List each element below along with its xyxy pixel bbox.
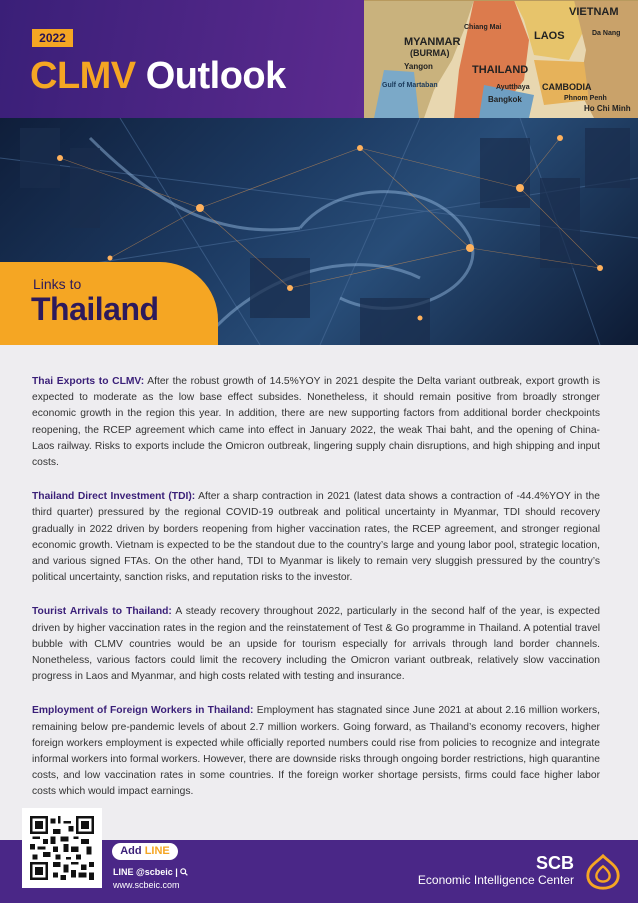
add-line-prefix: Add (120, 845, 142, 857)
map-label-gulf: Gulf of Martaban (382, 82, 438, 89)
section-title: Thailand (31, 291, 159, 327)
map-label-cambodia: CAMBODIA (542, 82, 592, 92)
paragraph-employment (32, 703, 600, 800)
map-label-chiang-mai: Chiang Mai (464, 24, 502, 31)
map-label-laos: LAOS (534, 30, 565, 42)
brand-name: SCB (535, 853, 574, 873)
qr-code-card[interactable] (22, 808, 102, 888)
line-id-text: LINE @scbeic | (113, 867, 178, 877)
brand-subtitle: Economic Intelligence Center (417, 873, 574, 887)
map-label-da-nang: Da Nang (592, 30, 621, 37)
map-label-burma: (BURMA) (410, 48, 450, 58)
title-accent: CLMV (30, 55, 136, 97)
paragraph-text: After a sharp contraction in 2021 (latest data shows a contraction of -44.4%YOY in the third quarter) pressured by the regional COVID-19 outbreak and political uncertainty in Myanmar, TDI should recovery gradually in 2022 driven by borders reopening from higher vaccination rates, the RCEP agreement, and stronger regional economic growth. Vietnam is expected to be the standout due to the country’s large and young labor pool, strategic location, and various signed FTAs. On the other hand, TDI to Myanmar is likely to remain very sluggish pressured by the country’s political uncertainty, sanction risks, and reputation risks to the investor. (32, 491, 600, 584)
paragraph-exports (32, 374, 600, 471)
map-image (364, 0, 638, 118)
map-label-myanmar: MYANMAR (404, 36, 461, 48)
add-line-label: LINE (144, 845, 170, 857)
scb-logo-icon (584, 853, 622, 891)
paragraph-heading: Thai Exports to CLMV: (32, 376, 145, 387)
website-link[interactable]: www.scbeic.com (113, 880, 180, 890)
map-label-bangkok: Bangkok (488, 95, 522, 104)
add-line-button[interactable] (112, 843, 178, 860)
article-body (32, 374, 600, 819)
map-label-vietnam: VIETNAM (569, 6, 619, 18)
title-rest: Outlook (145, 55, 286, 97)
paragraph-text: After the robust growth of 14.5%YOY in 2021 despite the Delta variant outbreak, export growth is expected to moderate as the low base effect subsides. Nonetheless, it should remain positive from broadly stronger economic growth in the region this year. In addition, there are new supporting factors from additional border checkpoints reopening, the RCEP agreement which came into effect in January 2022, the weak Thai baht, and the opening of China-Laos railway. Risks to exports include the Omicron outbreak, lingering supply chain disruptions, and high shipping and input costs. (32, 376, 600, 469)
map-label-thailand: THAILAND (472, 64, 529, 76)
paragraph-text: A steady recovery throughout 2022, particularly in the second half of the year, is expected driven by higher vaccination rates in the region and the reinstatement of Test & Go programme in Thailand. A potential travel bubble with CLMV countries would be an upside for tourism especially for arrivals through land border channels. Nonetheless, various factors could limit the recovery including the Omicron variant outbreak, relatively slow vaccination progress in Laos and Myanmar, and high costs related with testing and insurance. (32, 606, 600, 683)
map-label-ho-chi-minh: Ho Chi Minh (584, 104, 631, 113)
paragraph-heading: Employment of Foreign Workers in Thailand: (32, 705, 254, 717)
page-title (30, 55, 286, 98)
section-kicker: Links to (33, 276, 82, 292)
map-label-yangon: Yangon (404, 62, 433, 71)
line-id[interactable] (113, 867, 188, 877)
search-icon (180, 868, 188, 876)
paragraph-heading: Tourist Arrivals to Thailand: (32, 606, 172, 618)
map-label-ayutthaya: Ayutthaya (496, 84, 530, 91)
year-badge: 2022 (32, 29, 73, 47)
paragraph-text: Employment has stagnated since June 2021 at about 2.16 million workers, remaining below pre-pandemic levels of about 2.7 million workers. Going forward, as Thailand’s economy recovers, higher foreign workers employment is expected while officially reported numbers could rise from policies to recognize and integrate informal workers into formal workers. However, there are downside risks through ongoing border restrictions, high quarantine costs, and low vaccination rates in some countries. If the foreign worker shortage persists, firms could face higher labor costs which would impact earnings. (32, 705, 601, 798)
qr-code-icon (30, 816, 94, 880)
map-label-phnom-penh: Phnom Penh (564, 95, 607, 102)
paragraph-tdi (32, 489, 600, 586)
paragraph-tourism (32, 604, 600, 685)
paragraph-heading: Thailand Direct Investment (TDI): (32, 491, 196, 503)
